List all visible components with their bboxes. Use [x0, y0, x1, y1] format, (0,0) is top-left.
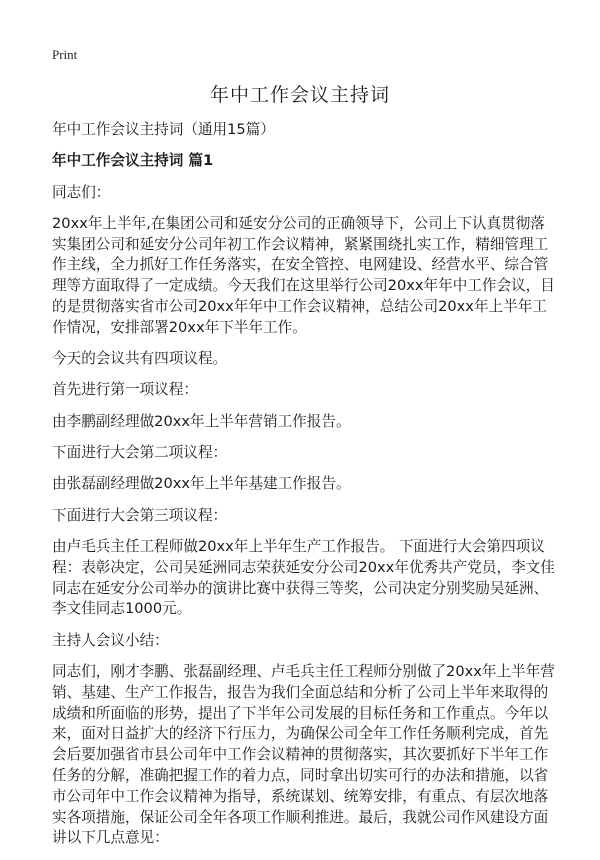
paragraph: 20xx年上半年,在集团公司和延安分公司的正确领导下，公司上下认真贯彻落实集团公司和延安分公司年初工作会议精神，紧紧围绕扎实工作，精细管理工作主线，全力抓好工作任务落实，在安全管控、电网建设、经营水平、综合管理等方面取得了一定成绩。今天我们在这里举行公司20xx年年中工作会议，目的是贯彻落实省市公司20xx年年中工作会议精神，总结公司20xx年上半年工作情况，安排部署20xx年下半年工作。 [52, 214, 555, 336]
print-link[interactable]: Print [52, 47, 78, 62]
paragraph: 由张磊副经理做20xx年上半年基建工作报告。 [52, 475, 351, 493]
paragraph: 今天的会议共有四项议程。 [52, 350, 228, 368]
paragraph: 主持人会议小结： [52, 631, 169, 649]
paragraph: 首先进行第一项议程： [52, 381, 198, 399]
paragraph: 下面进行大会第三项议程： [52, 506, 228, 524]
document-subtitle: 年中工作会议主持词（通用15篇） [52, 121, 275, 138]
document-body [52, 120, 556, 860]
document-title: 年中工作会议主持词 [209, 84, 390, 106]
paragraph: 由李鹏副经理做20xx年上半年营销工作报告。 [52, 412, 351, 430]
paragraph: 同志们，刚才李鹏、张磊副经理、卢毛兵主任工程师分别做了20xx年上半年营销、基建、生产工作报告，报告为我们全面总结和分析了公司上半年来取得的成绩和所面临的形势，提出了下半年公司发展的目标任务和工作重点。今年以来，面对日益扩大的经济下行压力，为确保公司全年工作任务顺利完成，首先会后要加强省市县公司年中工作会议精神的贯彻落实，其次要抓好下半年工作任务的分解，准确把握工作的着力点，同时拿出切实可行的办法和措施，以省市公司年中工作会议精神为指导，系统谋划、统筹安排，有重点、有层次地落实各项措施，保证公司全年各项工作顺利推进。最后，我就公司作风建设方面讲以下几点意见： [52, 662, 555, 847]
section-heading: 年中工作会议主持词 篇1 [52, 152, 214, 170]
paragraph: 同志们： [52, 183, 111, 201]
paragraph: 下面进行大会第二项议程： [52, 444, 228, 462]
paragraph: 由卢毛兵主任工程师做20xx年上半年生产工作报告。 下面进行大会第四项议程：表彰决定，公司吴延洲同志荣获延安分公司20xx年优秀共产党员，李文佳同志在延安分公司举办的演讲比赛中获得三等奖，公司决定分别奖励吴延洲、李文佳同志1000元。 [52, 537, 555, 618]
